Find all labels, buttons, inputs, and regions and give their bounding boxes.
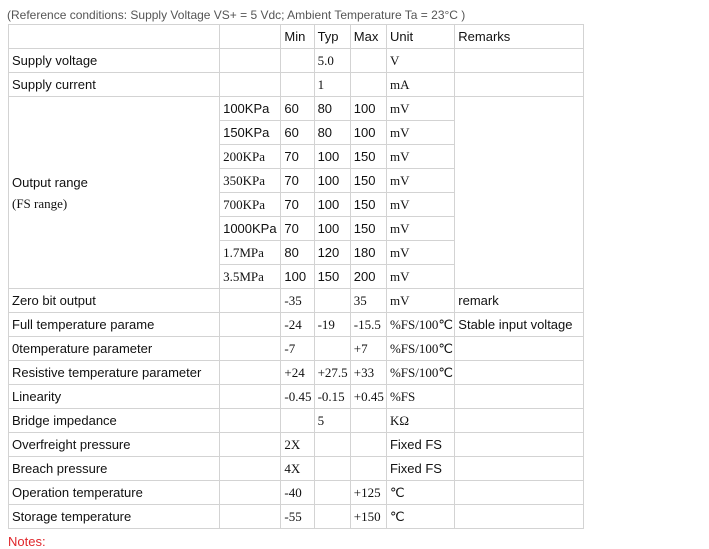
min-value: +24: [281, 361, 314, 385]
unit-value: Fixed FS: [386, 433, 454, 457]
table-row: [9, 409, 584, 433]
param-label: Supply voltage: [9, 49, 220, 73]
typ-value: 100: [314, 217, 350, 241]
max-value: +7: [350, 337, 386, 361]
min-value: 70: [281, 145, 314, 169]
typ-value: 1: [314, 73, 350, 97]
param-label: Operation temperature: [9, 481, 220, 505]
max-value: 150: [350, 169, 386, 193]
unit-value: %FS/100℃: [386, 337, 454, 361]
typ-value: 100: [314, 145, 350, 169]
remarks-value: remark: [455, 289, 584, 313]
header-range: [220, 25, 281, 49]
min-value: 70: [281, 217, 314, 241]
unit-value: V: [386, 49, 454, 73]
min-value: -0.45: [281, 385, 314, 409]
table-row: [9, 49, 584, 73]
param-label: Linearity: [9, 385, 220, 409]
typ-value: 100: [314, 169, 350, 193]
param-label: Bridge impedance: [9, 409, 220, 433]
table-row: [9, 481, 584, 505]
min-value: 70: [281, 193, 314, 217]
unit-value: %FS/100℃: [386, 313, 454, 337]
range-cell: 1000KPa: [220, 217, 281, 241]
max-value: 35: [350, 289, 386, 313]
unit-value: mV: [386, 217, 454, 241]
unit-value: mV: [386, 265, 454, 289]
max-value: 100: [350, 121, 386, 145]
param-label: 0temperature parameter: [9, 337, 220, 361]
typ-value: 100: [314, 193, 350, 217]
header-min: Min: [281, 25, 314, 49]
header-typ: Typ: [314, 25, 350, 49]
typ-value: 5.0: [314, 49, 350, 73]
param-label: Resistive temperature parameter: [9, 361, 220, 385]
range-cell: 1.7MPa: [220, 241, 281, 265]
typ-value: 80: [314, 121, 350, 145]
min-value: 60: [281, 97, 314, 121]
param-label: Full temperature parame: [9, 313, 220, 337]
header-param: [9, 25, 220, 49]
unit-value: mA: [386, 73, 454, 97]
remarks-value: Stable input voltage: [455, 313, 584, 337]
table-row: [9, 337, 584, 361]
unit-value: ℃: [386, 481, 454, 505]
header-max: Max: [350, 25, 386, 49]
header-remarks: Remarks: [455, 25, 584, 49]
table-row: [9, 361, 584, 385]
notes-heading: Notes:: [8, 534, 46, 549]
unit-value: mV: [386, 193, 454, 217]
min-value: 2X: [281, 433, 314, 457]
max-value: +125: [350, 481, 386, 505]
unit-value: KΩ: [386, 409, 454, 433]
header-unit: Unit: [386, 25, 454, 49]
typ-value: +27.5: [314, 361, 350, 385]
min-value: 70: [281, 169, 314, 193]
max-value: -15.5: [350, 313, 386, 337]
table-row: [9, 73, 584, 97]
max-value: +33: [350, 361, 386, 385]
min-value: -55: [281, 505, 314, 529]
fs-range-subtitle: (FS range): [12, 195, 68, 211]
table-row: [9, 289, 584, 313]
output-range-remarks: [455, 97, 584, 289]
table-row: [9, 385, 584, 409]
typ-value: -19: [314, 313, 350, 337]
table-row: [9, 505, 584, 529]
min-value: -40: [281, 481, 314, 505]
max-value: 150: [350, 193, 386, 217]
unit-value: mV: [386, 169, 454, 193]
min-value: -35: [281, 289, 314, 313]
param-label: Overfreight pressure: [9, 433, 220, 457]
unit-value: ℃: [386, 505, 454, 529]
output-range-title: Output range: [12, 174, 88, 190]
table-row: [9, 313, 584, 337]
unit-value: mV: [386, 241, 454, 265]
param-label: Supply current: [9, 73, 220, 97]
min-value: 100: [281, 265, 314, 289]
typ-value: 150: [314, 265, 350, 289]
min-value: -24: [281, 313, 314, 337]
table-row: [9, 433, 584, 457]
param-label: Breach pressure: [9, 457, 220, 481]
unit-value: mV: [386, 289, 454, 313]
range-cell: 700KPa: [220, 193, 281, 217]
unit-value: mV: [386, 97, 454, 121]
reference-conditions-caption: (Reference conditions: Supply Voltage VS+ = 5 Vdc; Ambient Temperature Ta = 23°C ): [7, 8, 466, 22]
unit-value: mV: [386, 121, 454, 145]
max-value: +0.45: [350, 385, 386, 409]
unit-value: %FS/100℃: [386, 361, 454, 385]
max-value: 150: [350, 217, 386, 241]
range-cell: 3.5MPa: [220, 265, 281, 289]
max-value: 200: [350, 265, 386, 289]
typ-value: -0.15: [314, 385, 350, 409]
typ-value: 120: [314, 241, 350, 265]
table-row: [9, 97, 584, 121]
spec-table: [8, 24, 584, 529]
table-row: [9, 457, 584, 481]
typ-value: 80: [314, 97, 350, 121]
unit-value: Fixed FS: [386, 457, 454, 481]
output-range-label: [9, 97, 220, 289]
spec-section: [7, 7, 707, 549]
min-value: 80: [281, 241, 314, 265]
param-label: Zero bit output: [9, 289, 220, 313]
max-value: 180: [350, 241, 386, 265]
max-value: 100: [350, 97, 386, 121]
range-cell: 200KPa: [220, 145, 281, 169]
max-value: +150: [350, 505, 386, 529]
min-value: 4X: [281, 457, 314, 481]
typ-value: 5: [314, 409, 350, 433]
min-value: 60: [281, 121, 314, 145]
range-cell: 350KPa: [220, 169, 281, 193]
range-cell: 150KPa: [220, 121, 281, 145]
unit-value: mV: [386, 145, 454, 169]
min-value: -7: [281, 337, 314, 361]
unit-value: %FS: [386, 385, 454, 409]
table-header-row: [9, 25, 584, 49]
range-cell: 100KPa: [220, 97, 281, 121]
max-value: 150: [350, 145, 386, 169]
param-label: Storage temperature: [9, 505, 220, 529]
